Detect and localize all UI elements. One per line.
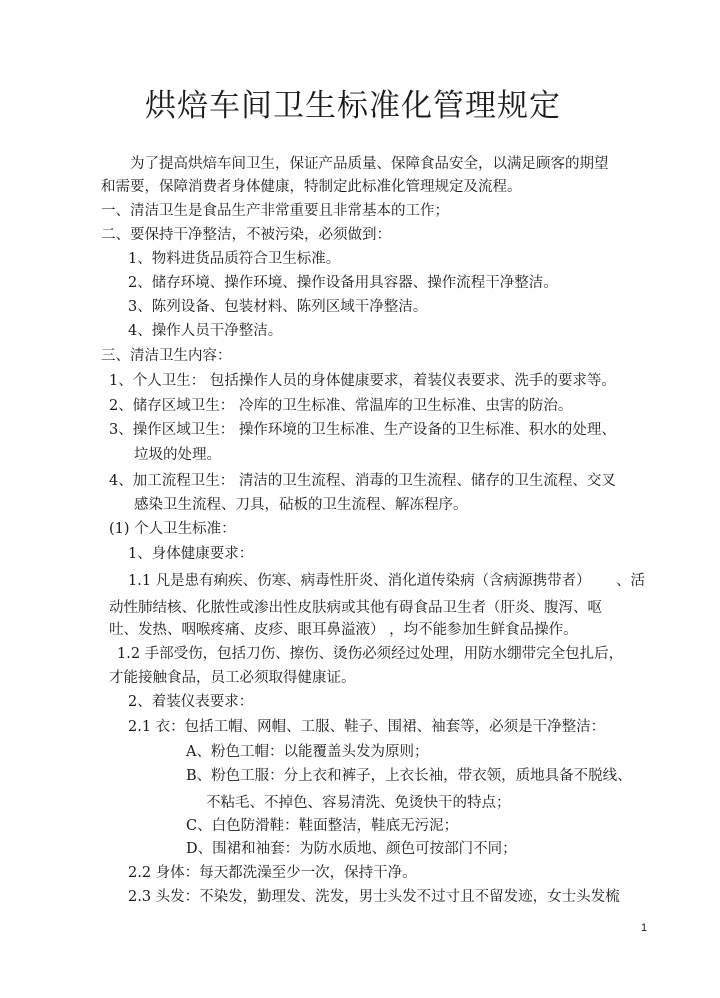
section-3-item-4-cont: 感染卫生流程、刀具，砧板的卫生流程、解冻程序。 [134, 497, 468, 513]
clause-1-1-line-1-tail: 、活 [616, 573, 645, 589]
clause-2-1: 2.1 衣：包括工帽、网帽、工服、鞋子、围裙、袖套等，必须是干净整洁： [128, 719, 606, 735]
section-2: 二、要保持干净整洁，不被污染，必须做到： [101, 227, 391, 243]
section-1: 一、清洁卫生是食品生产非常重要且非常基本的工作； [101, 203, 449, 219]
section-2-item-3: 3、陈列设备、包装材料、陈列区域干净整洁。 [128, 299, 428, 315]
section-3-item-3: 3、操作区域卫生： 操作环境的卫生标准、生产设备的卫生标准、积水的处理、 [109, 422, 616, 438]
clause-1-2-line-2: 才能接触食品，员工必须取得健康证。 [109, 670, 356, 686]
health-requirements-heading: 1、身体健康要求： [128, 546, 254, 562]
clause-1-1-line-2: 动性肺结核、化脓性或渗出性皮肤病或其他有碍食品卫生者（肝炎、腹泻、呕 [109, 600, 602, 616]
section-2-item-1: 1、物料进货品质符合卫生标准。 [128, 251, 341, 267]
personal-hygiene-heading: (1) 个人卫生标准： [109, 521, 236, 537]
intro-line-1: 为了提高烘焙车间卫生，保证产品质量、保障食品安全，以满足顾客的期望 [130, 156, 609, 172]
section-2-item-2: 2、储存环境、操作环境、操作设备用具容器、操作流程干净整洁。 [128, 275, 558, 291]
section-3-item-1: 1、个人卫生： 包括操作人员的身体健康要求，着装仪表要求、洗手的要求等。 [109, 373, 616, 389]
section-2-item-4: 4、操作人员干净整洁。 [128, 323, 283, 339]
clause-2-1-b-cont: 不粘毛、不掉色、容易清洗、免烫快干的特点； [206, 795, 511, 811]
section-3: 三、清洁卫生内容： [101, 348, 232, 364]
section-3-item-2: 2、储存区域卫生： 冷库的卫生标准、常温库的卫生标准、虫害的防治。 [109, 398, 573, 414]
section-3-item-4: 4、加工流程卫生： 清洁的卫生流程、消毒的卫生流程、储存的卫生流程、交叉 [109, 473, 616, 489]
page-title: 烘焙车间卫生标准化管理规定 [145, 88, 561, 124]
clause-1-2-line-1: 1.2 手部受伤，包括刀伤、擦伤、烫伤必须经过处理，用防水绷带完全包扎后， [117, 646, 624, 662]
section-3-item-3-cont: 垃圾的处理。 [134, 447, 221, 463]
clause-2-1-b: B、粉色工服：分上衣和裤子，上衣长袖，带衣领，质地具备不脱线、 [186, 768, 632, 784]
dress-requirements-heading: 2、着装仪表要求： [128, 694, 254, 710]
clause-1-1-line-1: 1.1 凡是患有痢疾、伤寒、病毒性肝炎、消化道传染病（含病源携带者） [128, 573, 591, 589]
clause-2-1-c: C、白色防滑鞋：鞋面整洁，鞋底无污泥； [186, 818, 459, 834]
page-number: 1 [641, 922, 648, 934]
clause-2-1-d: D、围裙和袖套：为防水质地、颜色可按部门不同； [186, 841, 517, 857]
clause-1-1-line-3: 吐、发热、咽喉疼痛、皮疹、眼耳鼻溢液） ，均不能参加生鲜食品操作。 [109, 622, 578, 638]
intro-line-2: 和需要，保障消费者身体健康，特制定此标准化管理规定及流程。 [101, 179, 522, 195]
clause-2-3: 2.3 头发：不染发，勤理发、洗发，男士头发不过寸且不留发迹，女士头发梳 [128, 889, 620, 905]
clause-2-2: 2.2 身体：每天都洗澡至少一次，保持干净。 [128, 865, 417, 881]
clause-2-1-a: A、粉色工帽：以能覆盖头发为原则； [186, 744, 429, 760]
